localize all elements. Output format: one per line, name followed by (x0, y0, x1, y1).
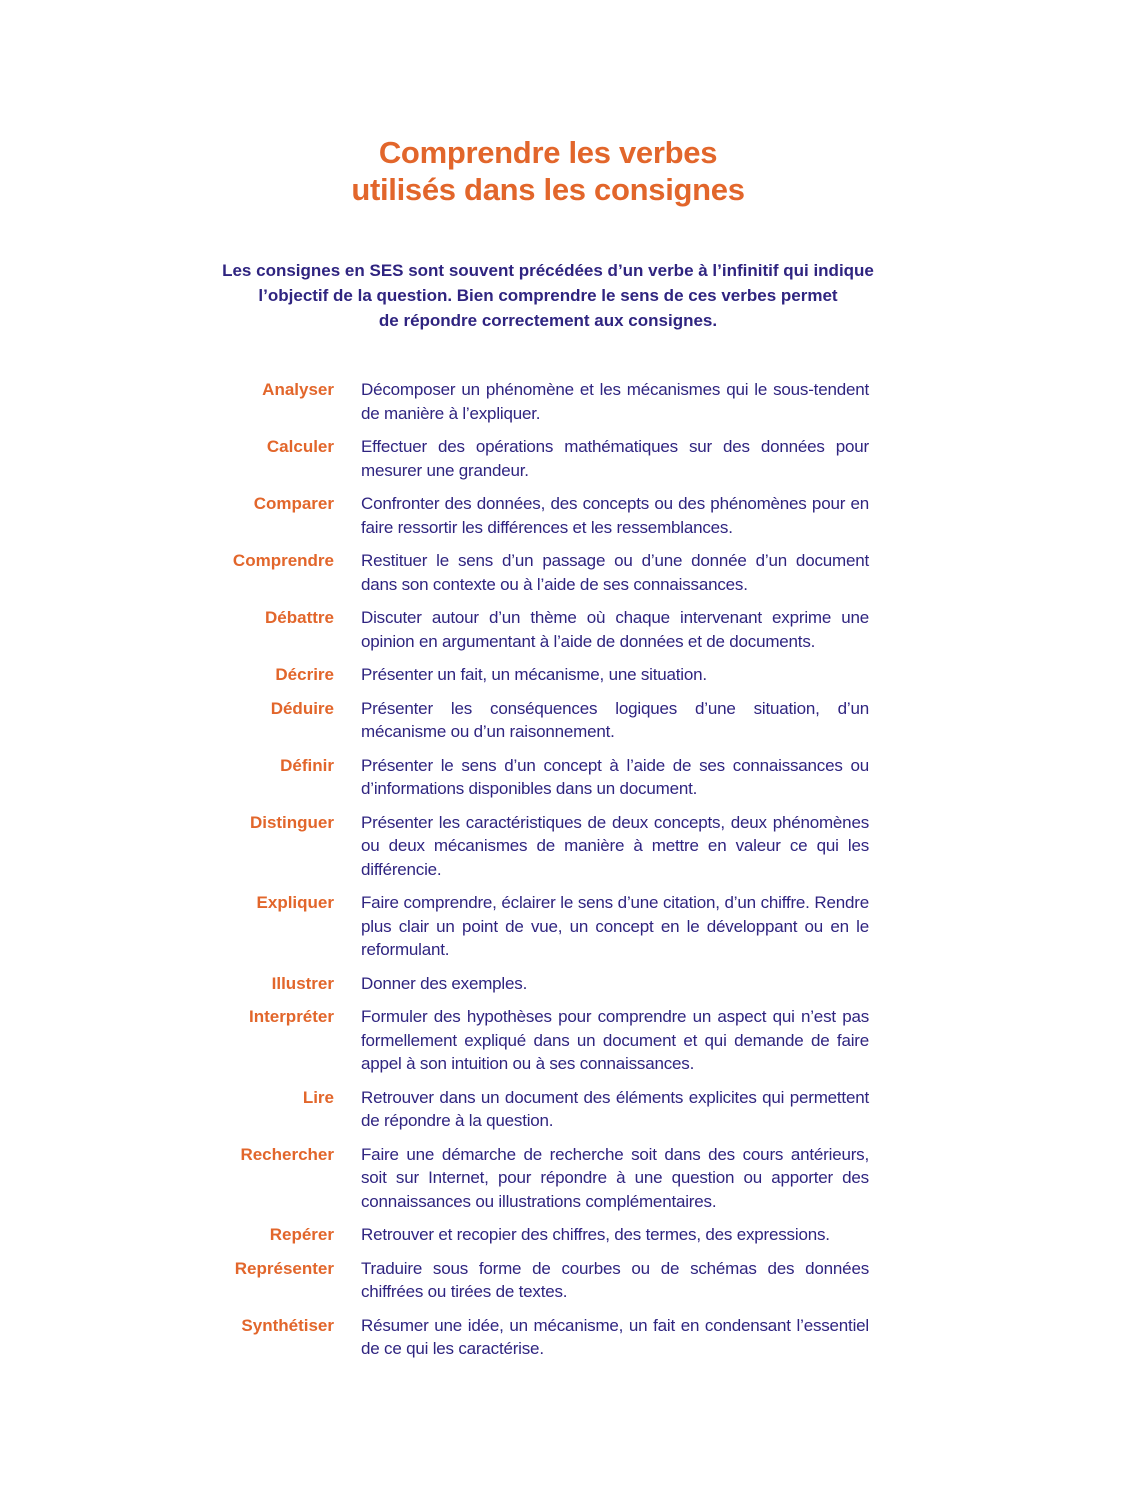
glossary-definition: Discuter autour d’un thème où chaque intervenant exprime une opinion en argumentant à l’aide de données et de documents. (361, 608, 869, 651)
glossary-definition: Retrouver et recopier des chiffres, des termes, des expressions. (361, 1225, 830, 1244)
glossary-definition: Résumer une idée, un mécanisme, un fait en condensant l’essentiel de ce qui les caractérise. (361, 1315, 869, 1358)
glossary-entry (0, 663, 1125, 687)
glossary-definition: Présenter les conséquences logiques d’une situation, d’un mécanisme ou d’un raisonnement. (361, 698, 869, 741)
glossary-term: Interpréter (248, 1007, 334, 1026)
glossary-entry (0, 1005, 1125, 1076)
intro-paragraph (200, 258, 896, 333)
glossary-entry (0, 549, 1125, 596)
glossary-definition: Décomposer un phénomène et les mécanismes qui le sous-tendent de manière à l’expliquer. (361, 380, 869, 423)
glossary-entry (0, 1314, 1125, 1361)
glossary-term: Distinguer (249, 812, 334, 832)
glossary-entry (0, 1223, 1125, 1247)
glossary-definition: Présenter les caractéristiques de deux concepts, deux phénomènes ou deux mécanismes de manière à mettre en valeur ce qui les différencie. (361, 812, 869, 879)
glossary-entry (0, 811, 1125, 882)
page-title (0, 134, 1096, 208)
glossary-entry (0, 378, 1125, 425)
page-title-line-2: utilisés dans les consignes (351, 172, 745, 207)
glossary-term: Débattre (265, 608, 334, 627)
glossary-entry (0, 606, 1125, 653)
glossary-definition: Donner des exemples. (361, 973, 528, 993)
glossary-definition: Confronter des données, des concepts ou des phénomènes pour en faire ressortir les différences et les ressemblances. (361, 494, 869, 537)
glossary-definition: Formuler des hypothèses pour comprendre un aspect qui n’est pas formellement expliqué dans un document et qui demande de faire appel à son intuition ou à ses connaissances. (361, 1007, 869, 1073)
glossary-term: Lire (302, 1087, 334, 1107)
glossary-definition: Présenter un fait, un mécanisme, une situation. (361, 665, 707, 684)
glossary-entry (0, 697, 1125, 744)
glossary-term: Décrire (275, 665, 334, 684)
glossary-entry (0, 492, 1125, 539)
glossary-term: Comparer (253, 494, 334, 513)
glossary-term: Rechercher (240, 1144, 334, 1164)
glossary-term: Déduire (270, 698, 334, 718)
glossary-definition: Retrouver dans un document des éléments explicites qui permettent de répondre à la question. (361, 1087, 869, 1130)
glossary-term: Illustrer (271, 973, 334, 993)
glossary-term: Calculer (266, 437, 334, 456)
glossary-entry (0, 435, 1125, 482)
intro-line-1: Les consignes en SES sont souvent précédées d’un verbe à l’infinitif qui indique (222, 261, 874, 280)
glossary-entry (0, 1086, 1125, 1133)
glossary-definition: Restituer le sens d’un passage ou d’une donnée d’un document dans son contexte ou à l’aide de ses connaissances. (361, 551, 869, 594)
glossary-term: Expliquer (256, 893, 334, 912)
glossary-term: Comprendre (232, 551, 334, 570)
page-title-line-1: Comprendre les verbes (378, 135, 718, 170)
glossary-term: Synthétiser (241, 1315, 334, 1335)
intro-line-3: de répondre correctement aux consignes. (378, 311, 718, 330)
glossary-definition: Faire comprendre, éclairer le sens d’une citation, d’un chiffre. Rendre plus clair un point de vue, un concept en le développant ou en le reformulant. (361, 893, 869, 959)
glossary-entry (0, 1257, 1125, 1304)
glossary-definition: Traduire sous forme de courbes ou de schémas des données chiffrées ou tirées de textes. (361, 1258, 869, 1301)
glossary-term: Repérer (269, 1225, 334, 1244)
glossary-term: Représenter (234, 1258, 334, 1278)
glossary-entry (0, 754, 1125, 801)
glossary-term: Définir (280, 755, 334, 775)
glossary-entry (0, 972, 1125, 996)
glossary-definition: Effectuer des opérations mathématiques sur des données pour mesurer une grandeur. (361, 437, 869, 480)
glossary-term: Analyser (262, 380, 334, 399)
intro-line-2: l’objectif de la question. Bien comprendre le sens de ces verbes permet (258, 286, 838, 305)
glossary-definition: Faire une démarche de recherche soit dans des cours antérieurs, soit sur Internet, pour répondre à une question ou apporter des connaissances ou illustrations complémentaires. (361, 1144, 869, 1211)
glossary-entry (0, 1143, 1125, 1214)
glossary-entry (0, 891, 1125, 962)
glossary-definition: Présenter le sens d’un concept à l’aide de ses connaissances ou d’informations disponibles dans un document. (361, 755, 869, 798)
verb-glossary (0, 378, 1125, 1371)
